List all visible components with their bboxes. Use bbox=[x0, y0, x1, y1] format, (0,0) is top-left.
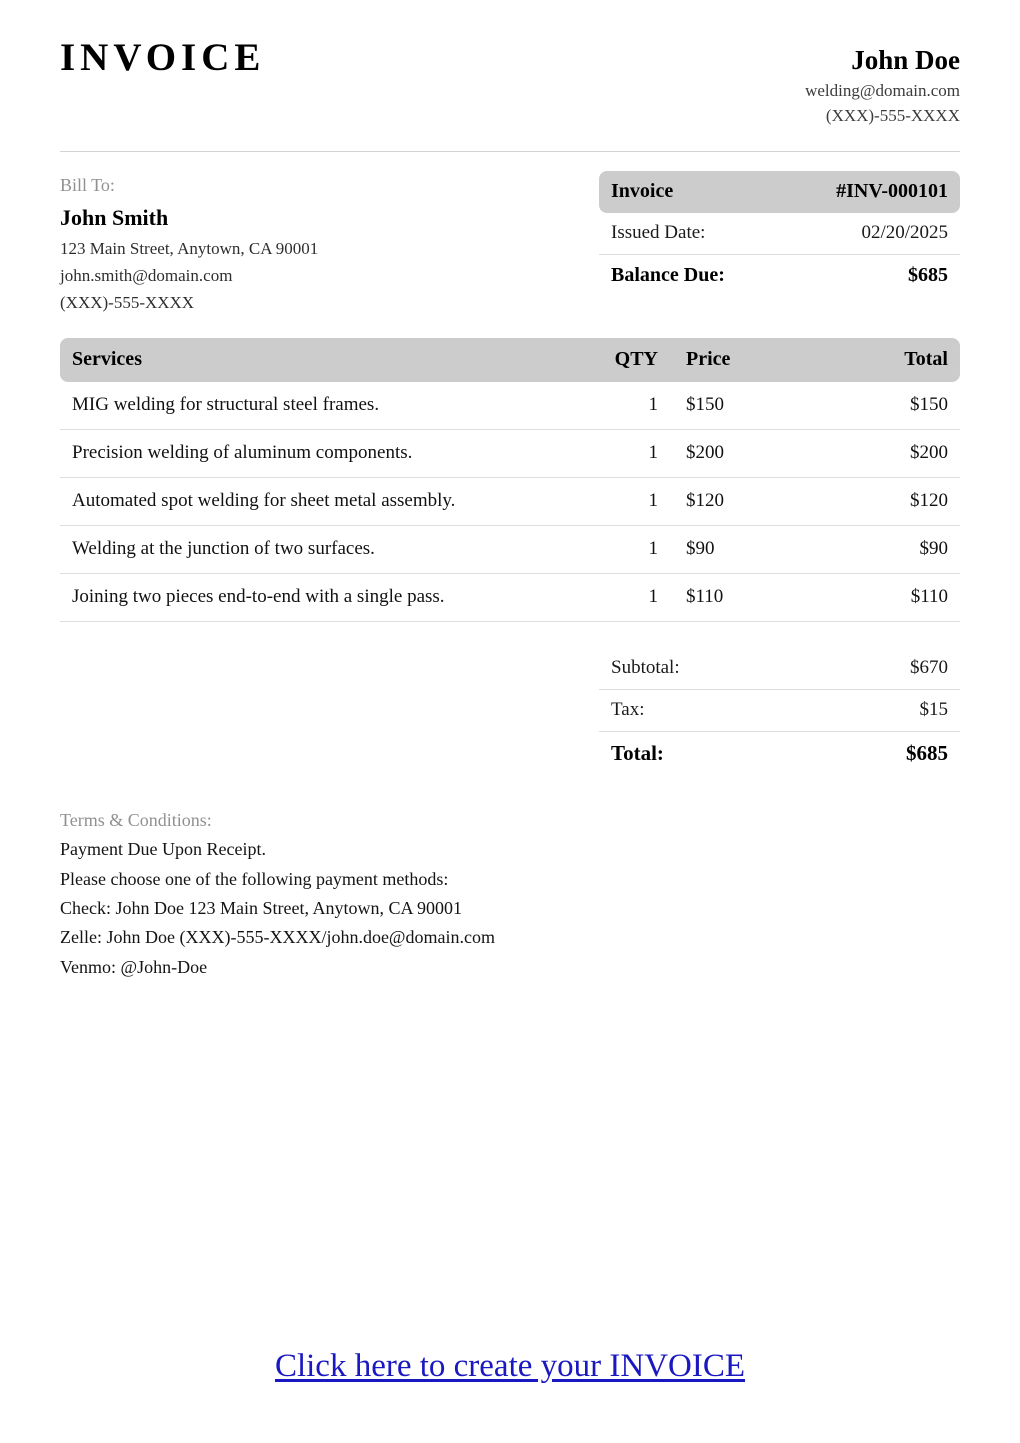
table-row bbox=[60, 382, 960, 430]
row-qty: 1 bbox=[648, 586, 658, 608]
create-invoice-link[interactable]: Click here to create your INVOICE bbox=[274, 1348, 746, 1384]
row-description: Joining two pieces end-to-end with a single pass. bbox=[72, 586, 445, 608]
totals-block bbox=[599, 648, 960, 776]
bill-to-block bbox=[60, 171, 530, 316]
header-divider bbox=[60, 151, 960, 152]
row-price: $150 bbox=[686, 394, 724, 416]
terms-line: Payment Due Upon Receipt. bbox=[60, 839, 266, 860]
balance-due-value: $685 bbox=[908, 263, 948, 286]
invoice-meta-header bbox=[599, 171, 960, 213]
row-description: Welding at the junction of two surfaces. bbox=[72, 538, 375, 560]
row-total: $110 bbox=[910, 586, 948, 608]
row-qty: 1 bbox=[648, 394, 658, 416]
bill-to-email: john.smith@domain.com bbox=[60, 265, 233, 285]
row-total: $120 bbox=[910, 490, 948, 512]
row-price: $90 bbox=[686, 538, 715, 560]
services-table-header bbox=[60, 338, 960, 382]
issued-date-row bbox=[599, 213, 960, 254]
subtotal-value: $670 bbox=[910, 657, 948, 679]
row-description: MIG welding for structural steel frames. bbox=[72, 394, 380, 416]
invoice-number: #INV-000101 bbox=[836, 179, 948, 202]
row-price: $110 bbox=[686, 586, 724, 608]
tax-row bbox=[599, 689, 960, 731]
table-row bbox=[60, 478, 960, 526]
terms-label: Terms & Conditions: bbox=[60, 810, 212, 831]
row-qty: 1 bbox=[648, 442, 658, 464]
page-title: INVOICE bbox=[60, 36, 266, 79]
balance-due-label: Balance Due: bbox=[611, 263, 725, 286]
row-description: Automated spot welding for sheet metal assembly. bbox=[72, 490, 456, 512]
tax-value: $15 bbox=[919, 699, 948, 721]
total-value: $685 bbox=[906, 741, 948, 766]
bill-to-name: John Smith bbox=[60, 204, 169, 230]
tax-label: Tax: bbox=[611, 699, 645, 721]
terms-line: Check: John Doe 123 Main Street, Anytown, CA 90001 bbox=[60, 898, 462, 919]
issuer-email: welding@domain.com bbox=[805, 80, 960, 100]
row-price: $120 bbox=[686, 490, 724, 512]
total-row bbox=[599, 731, 960, 776]
issuer-name: John Doe bbox=[851, 45, 960, 75]
row-description: Precision welding of aluminum components. bbox=[72, 442, 413, 464]
balance-due-row bbox=[599, 254, 960, 297]
terms-line: Venmo: @John-Doe bbox=[60, 956, 208, 977]
bill-to-address: 123 Main Street, Anytown, CA 90001 bbox=[60, 238, 319, 258]
bill-to-phone: (XXX)-555-XXXX bbox=[60, 293, 195, 313]
row-total: $150 bbox=[910, 394, 948, 416]
bill-to-label: Bill To: bbox=[60, 174, 115, 195]
row-price: $200 bbox=[686, 442, 724, 464]
row-qty: 1 bbox=[648, 538, 658, 560]
terms-line: Zelle: John Doe (XXX)-555-XXXX/john.doe@domain.com bbox=[60, 927, 495, 948]
row-total: $200 bbox=[910, 442, 948, 464]
column-header-qty: QTY bbox=[614, 348, 658, 371]
issuer-block bbox=[805, 38, 960, 129]
row-qty: 1 bbox=[648, 490, 658, 512]
issued-date-label: Issued Date: bbox=[611, 221, 706, 243]
totals-section bbox=[60, 648, 960, 776]
bill-to-and-meta-section bbox=[60, 171, 960, 316]
subtotal-row bbox=[599, 648, 960, 689]
terms-section bbox=[60, 806, 960, 982]
invoice-meta-block bbox=[599, 171, 960, 297]
column-header-total: Total bbox=[904, 348, 948, 371]
issued-date-value: 02/20/2025 bbox=[861, 221, 948, 243]
services-table bbox=[60, 338, 960, 622]
row-total: $90 bbox=[919, 538, 948, 560]
column-header-price: Price bbox=[686, 348, 731, 371]
issuer-phone: (XXX)-555-XXXX bbox=[825, 106, 960, 126]
footer bbox=[0, 1348, 1020, 1385]
subtotal-label: Subtotal: bbox=[611, 657, 680, 679]
table-row bbox=[60, 430, 960, 478]
document-header bbox=[60, 0, 960, 129]
table-row bbox=[60, 526, 960, 574]
table-row bbox=[60, 574, 960, 622]
terms-line: Please choose one of the following payment methods: bbox=[60, 868, 449, 889]
total-label: Total: bbox=[611, 741, 664, 766]
column-header-services: Services bbox=[72, 348, 142, 371]
invoice-meta-header-label: Invoice bbox=[611, 179, 674, 202]
